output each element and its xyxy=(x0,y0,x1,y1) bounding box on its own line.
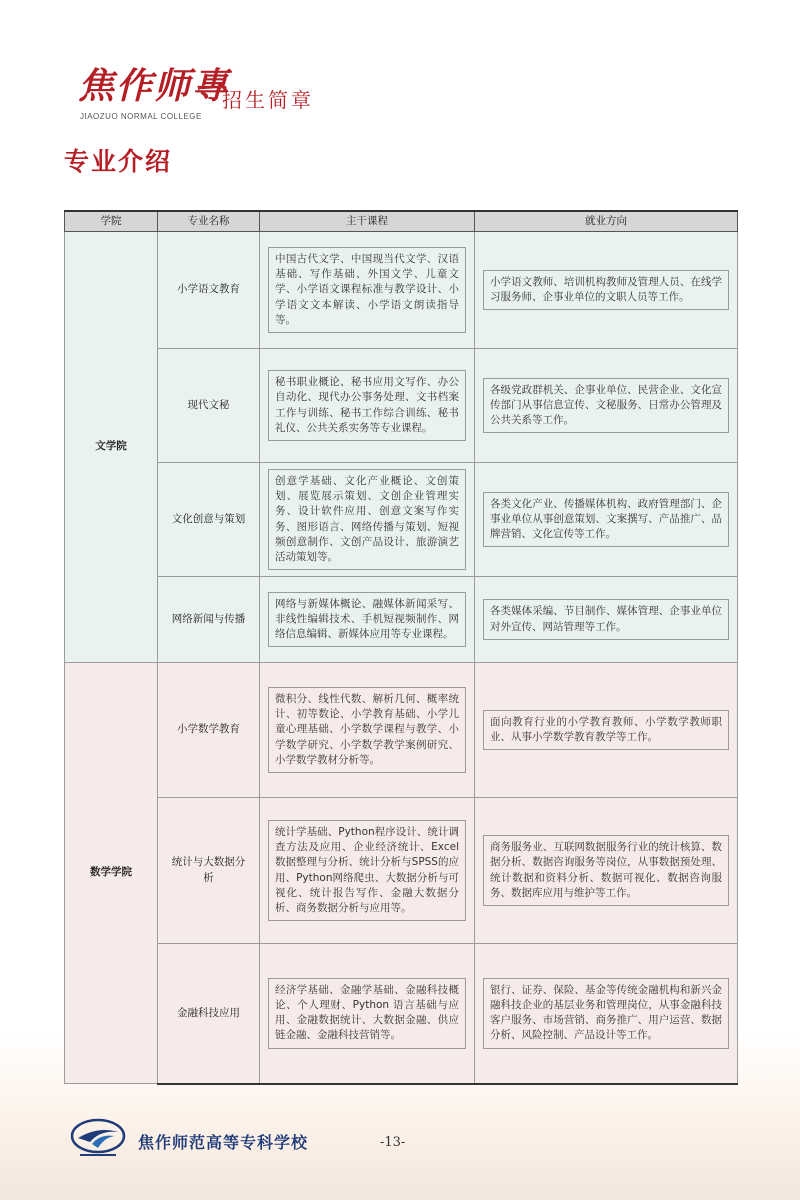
col-header-college: 学院 xyxy=(65,211,158,232)
table-row xyxy=(65,798,738,944)
college-cell: 数学学院 xyxy=(65,663,158,1084)
table-row xyxy=(65,663,738,798)
college-cell: 文学院 xyxy=(65,232,158,663)
page-header xyxy=(78,58,478,128)
brand-logotype: 焦作师專 xyxy=(78,65,231,107)
main-courses: 创意学基础、文化产业概论、文创策划、展览展示策划、文创企业管理实务、设计软件应用、创意文案写作实务、图形语言、网络传播与策划、短视频创意制作、文创产品设计、旅游演艺活动策划等。 xyxy=(268,469,466,570)
col-header-courses: 主干课程 xyxy=(260,211,475,232)
page-number: -13- xyxy=(380,1135,406,1150)
school-emblem-icon xyxy=(70,1116,126,1160)
major-name: 小学数学教育 xyxy=(158,663,260,798)
career-direction: 银行、证券、保险、基金等传统金融机构和新兴金融科技企业的基层业务和管理岗位，从事金融科技客户服务、市场营销、商务推广、用户运营、数据分析、风险控制、产品设计等工作。 xyxy=(483,978,729,1049)
main-courses: 秘书职业概论、秘书应用文写作、办公自动化、现代办公事务处理、文书档案工作与训练、秘书工作综合训练、秘书礼仪、公共关系实务等专业课程。 xyxy=(268,370,466,441)
career-direction: 小学语文教师、培训机构教师及管理人员、在线学习服务师、企事业单位的文职人员等工作。 xyxy=(483,270,729,310)
col-header-careers: 就业方向 xyxy=(475,211,738,232)
table-header-row xyxy=(65,211,738,232)
majors-table xyxy=(64,210,738,1085)
section-title: 专业介绍 xyxy=(64,147,173,176)
career-direction: 各级党政群机关、企事业单位、民营企业、文化宣传部门从事信息宣传、文秘服务、日常办公管理及公共关系等工作。 xyxy=(483,378,729,434)
col-header-major: 专业名称 xyxy=(158,211,260,232)
major-name: 现代文秘 xyxy=(158,349,260,463)
career-direction: 面向教育行业的小学教育教师、小学数学教师职业、从事小学数学教育教学等工作。 xyxy=(483,710,729,750)
major-name: 网络新闻与传播 xyxy=(158,577,260,663)
table-row xyxy=(65,463,738,577)
brochure-subtitle: 招生简章 xyxy=(222,88,314,112)
major-name: 文化创意与策划 xyxy=(158,463,260,577)
main-courses: 统计学基础、Python程序设计、统计调查方法及应用、企业经济统计、Excel数据整理与分析、统计分析与SPSS的应用、Python网络爬虫、大数据分析与可视化、统计报告写作、金融大数据分析、商务数据分析与应用等。 xyxy=(268,820,466,921)
career-direction: 商务服务业、互联网数据服务行业的统计核算、数据分析、数据咨询服务等岗位，从事数据预处理、统计数据和资料分析、数据可视化、数据咨询服务、数据库应用与维护等工作。 xyxy=(483,835,729,906)
footer-school-name: 焦作师范高等专科学校 xyxy=(138,1133,309,1152)
major-name: 小学语文教育 xyxy=(158,232,260,349)
table-row xyxy=(65,944,738,1084)
major-name: 金融科技应用 xyxy=(158,944,260,1084)
table-row xyxy=(65,349,738,463)
college-english-name: JIAOZUO NORMAL COLLEGE xyxy=(80,112,202,121)
main-courses: 中国古代文学、中国现当代文学、汉语基础、写作基础、外国文学、儿童文学、小学语文课程标准与教学设计、小学语文文本解读、小学语文朗读指导等。 xyxy=(268,247,466,333)
main-courses: 微积分、线性代数、解析几何、概率统计、初等数论、小学教育基础、小学儿童心理基础、小学数学课程与教学、小学数学研究、小学数学教学案例研究、小学数学教材分析等。 xyxy=(268,687,466,773)
table-row xyxy=(65,577,738,663)
main-courses: 网络与新媒体概论、融媒体新闻采写、非线性编辑技术、手机短视频制作、网络信息编辑、新媒体应用等专业课程。 xyxy=(268,592,466,648)
table-row xyxy=(65,232,738,349)
career-direction: 各类媒体采编、节目制作、媒体管理、企事业单位对外宣传、网站管理等工作。 xyxy=(483,599,729,639)
career-direction: 各类文化产业、传播媒体机构、政府管理部门、企事业单位从事创意策划、文案撰写、产品推广、品牌营销、文化宣传等工作。 xyxy=(483,492,729,548)
major-name: 统计与大数据分析 xyxy=(158,798,260,944)
main-courses: 经济学基础、金融学基础、金融科技概论、个人理财、Python 语言基础与应用、金融数据统计、大数据金融、供应链金融、金融科技营销等。 xyxy=(268,978,466,1049)
